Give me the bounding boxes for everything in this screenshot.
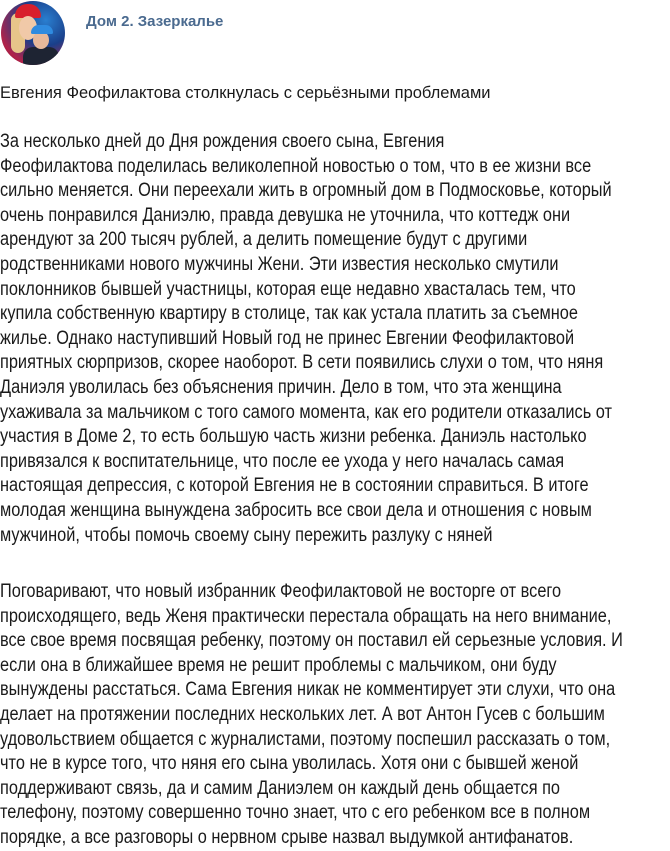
text-line-content: если она в ближайшее время не решит проблемы с мальчиком, они буду [0,654,557,676]
text-line-content: купила собственную квартиру в столице, так как устала платить за съемное [0,303,578,325]
text-line-content: что не в курсе того, что няня его сына уволилась. Хотя они с бывшей женой [0,753,579,775]
text-line [0,703,670,728]
text-line-content: вынуждены расстаться. Сама Евгения никак не комментирует эти слухи, что она [0,679,616,701]
text-line-content: настоящая депрессия, с которой Евгения не в состоянии справиться. В итоге [0,475,589,497]
text-line [0,474,670,499]
text-line [0,278,670,303]
text-line [0,654,670,679]
text-line-content: происходящего, ведь Женя практически перестала обращать на него внимание, [0,605,612,627]
text-line-content: приятных сюрпризов, скорее наоборот. В сети появились слухи о том, что няня [0,352,604,374]
text-line [0,130,670,155]
text-line [0,605,670,630]
text-line-content: телефону, поэтому совершенно точно знает, что с его ребенком все в полном [0,802,591,824]
text-line [0,826,670,851]
text-line-content: поклонников бывшей участницы, которая еще недавно хвасталась тем, что [0,278,576,300]
text-line-content: Поговаривают, что новый избранник Феофилактовой не восторге от всего [0,581,562,602]
text-line [0,204,670,229]
text-line [0,801,670,826]
text-line-content: очень понравился Даниэлю, правда девушка не уточнила, что коттедж они [0,204,571,226]
text-line-content: сильно меняется. Они переехали жить в огромный дом в Подмосковье, который [0,180,612,202]
text-line [0,629,670,654]
text-line [0,499,670,524]
text-line-content: делает на протяжении последних нескольких лет. А вот Антон Гусев с большим [0,703,605,725]
text-line [0,228,670,253]
text-line-content: все свое время посвящая ребенку, поэтому он поставил ей серьезные условия. И [0,630,623,652]
text-line [0,351,670,376]
text-line [0,376,670,401]
text-line [0,450,670,475]
post-paragraph [0,130,670,548]
post-title: Евгения Феофилактова столкнулась с серьёзными проблемами [0,84,491,102]
text-line-content: ухаживала за мальчиком с того самого момента, как его родители отказались от [0,401,612,423]
text-line [0,253,670,278]
text-line [0,327,670,352]
text-line [0,752,670,777]
text-line [0,777,670,802]
text-line-content: Феофилактова поделилась великолепной новостью о том, что в ее жизни все [0,155,592,177]
text-line-content: привязался к воспитательнице, что после ее ухода у него началась самая [0,450,565,472]
text-line [0,524,670,549]
text-line [0,302,670,327]
text-line-content: За несколько дней до Дня рождения своего сына, Евгения [0,131,445,152]
avatar-suit [23,47,59,65]
text-line-content: Даниэля уволилась без объяснения причин. Дело в том, что эта женщина [0,376,562,398]
text-line [0,580,670,605]
text-line-content: молодая женщина вынуждена забросить все свои дела и отношения с новым [0,499,592,521]
text-line-content: арендуют за 200 тысяч рублей, а делить помещение будут с другими [0,229,528,251]
post-paragraph [0,580,670,851]
text-line [0,728,670,753]
text-line [0,425,670,450]
text-line [0,155,670,180]
text-line [0,179,670,204]
group-name-link[interactable]: Дом 2. Зазеркалье [86,13,224,30]
text-line-content: поддерживают связь, да и самим Даниэлем он каждый день общается по [0,777,561,799]
group-avatar[interactable] [1,1,65,65]
text-line [0,678,670,703]
text-line [0,401,670,426]
text-line-content: участия в Доме 2, то есть большую часть жизни ребенка. Даниэль настолько [0,426,587,448]
text-line-content: родственниками нового мужчины Жени. Эти известия несколько смутили [0,253,559,275]
text-line-content: порядке, а все разговоры о нервном срыве назвал выдумкой антифанатов. [0,826,574,848]
text-line-content: мужчиной, чтобы помочь своему сыну пережить разлуку с няней [0,524,493,546]
text-line-content: удовольствием общается с журналистами, поэтому поспешил рассказать о том, [0,728,611,750]
blue-hat-icon [31,25,53,34]
text-line-content: жилье. Однако наступивший Новый год не принес Евгении Феофилактовой [0,327,575,349]
